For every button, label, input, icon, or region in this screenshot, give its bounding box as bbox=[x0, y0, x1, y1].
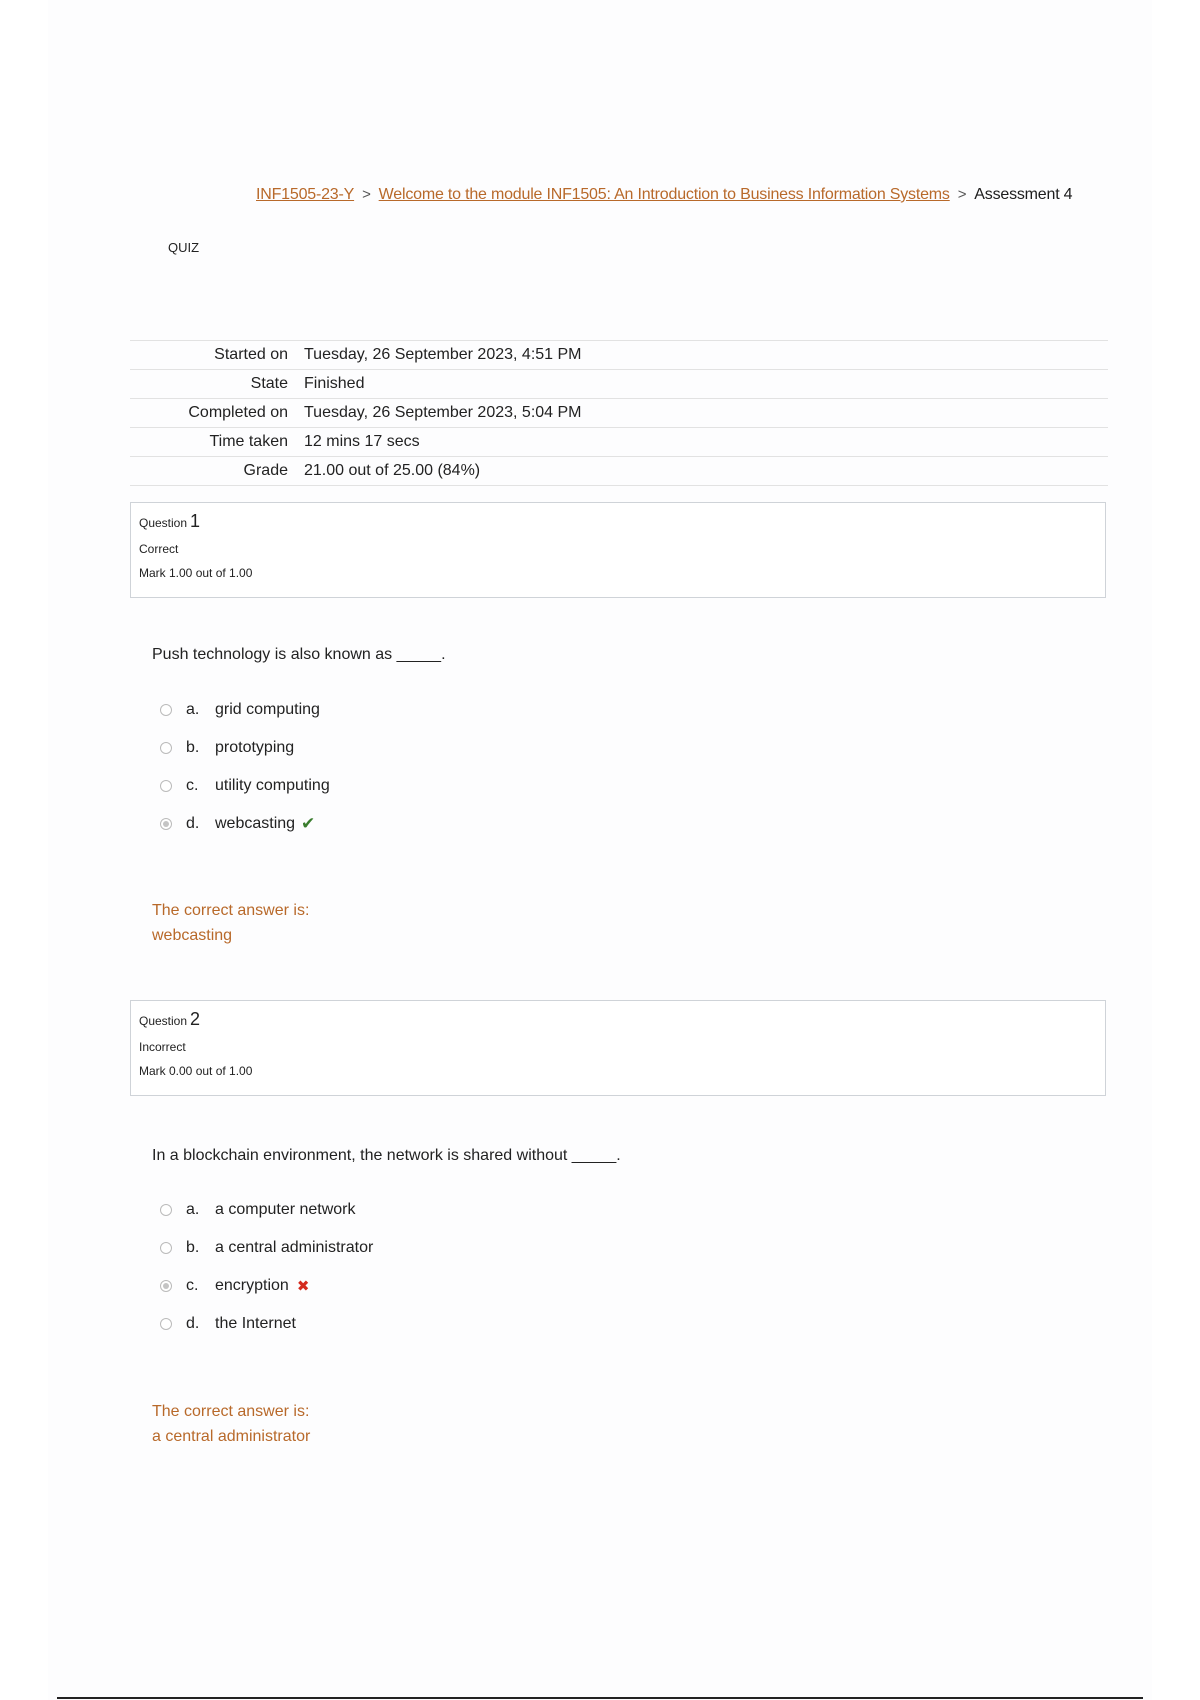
summary-row bbox=[130, 428, 1108, 457]
summary-value: Tuesday, 26 September 2023, 4:51 PM bbox=[304, 341, 1108, 370]
radio-button-selected[interactable] bbox=[160, 1280, 172, 1292]
question-status: Incorrect bbox=[139, 1040, 186, 1054]
option-letter: d. bbox=[186, 815, 200, 832]
answer-option-c[interactable] bbox=[160, 767, 330, 805]
answer-option-a[interactable] bbox=[160, 1191, 373, 1229]
summary-label: Completed on bbox=[130, 399, 304, 428]
option-text: utility computing bbox=[215, 777, 330, 794]
question-label: Question bbox=[139, 1014, 188, 1028]
question-number: 1 bbox=[190, 511, 201, 531]
answer-option-d[interactable] bbox=[160, 805, 330, 843]
summary-row bbox=[130, 457, 1108, 486]
attempt-summary-table bbox=[130, 340, 1108, 486]
question-1-info bbox=[130, 502, 1106, 598]
summary-row bbox=[130, 370, 1108, 399]
correct-icon: ✔ bbox=[301, 814, 316, 833]
question-1-text: Push technology is also known as _____. bbox=[152, 646, 446, 663]
radio-button[interactable] bbox=[160, 742, 172, 754]
question-label: Question bbox=[139, 516, 188, 530]
answer-option-c[interactable] bbox=[160, 1267, 373, 1305]
option-text: encryption bbox=[215, 1277, 289, 1294]
feedback-answer: a central administrator bbox=[152, 1428, 311, 1445]
answer-option-a[interactable] bbox=[160, 691, 330, 729]
radio-button[interactable] bbox=[160, 1318, 172, 1330]
option-text: prototyping bbox=[215, 739, 295, 756]
option-letter: b. bbox=[186, 739, 200, 756]
question-number: 2 bbox=[190, 1009, 201, 1029]
option-letter: a. bbox=[186, 1201, 200, 1218]
option-text: webcasting bbox=[215, 815, 296, 832]
radio-button-selected[interactable] bbox=[160, 818, 172, 830]
option-letter: b. bbox=[186, 1239, 200, 1256]
summary-label: State bbox=[130, 370, 304, 399]
summary-value: Tuesday, 26 September 2023, 5:04 PM bbox=[304, 399, 1108, 428]
question-2-answers bbox=[160, 1191, 373, 1343]
feedback-label: The correct answer is: bbox=[152, 902, 310, 919]
question-2-info bbox=[130, 1000, 1106, 1096]
answer-option-b[interactable] bbox=[160, 1229, 373, 1267]
breadcrumb-current: Assessment 4 bbox=[974, 186, 1073, 203]
summary-label: Time taken bbox=[130, 428, 304, 457]
question-1-feedback bbox=[152, 898, 309, 948]
summary-value: 12 mins 17 secs bbox=[304, 428, 1108, 457]
feedback-label: The correct answer is: bbox=[152, 1403, 310, 1420]
option-letter: d. bbox=[186, 1315, 200, 1332]
option-letter: a. bbox=[186, 701, 200, 718]
breadcrumb-separator-icon: > bbox=[362, 186, 371, 203]
option-letter: c. bbox=[186, 777, 199, 794]
option-text: grid computing bbox=[215, 701, 320, 718]
summary-value: Finished bbox=[304, 370, 1108, 399]
option-text: a computer network bbox=[215, 1201, 356, 1218]
summary-label: Grade bbox=[130, 457, 304, 486]
breadcrumb bbox=[256, 186, 1156, 204]
summary-value: 21.00 out of 25.00 (84%) bbox=[304, 457, 1108, 486]
answer-option-d[interactable] bbox=[160, 1305, 373, 1343]
footer-divider bbox=[57, 1697, 1143, 1699]
question-mark: Mark 1.00 out of 1.00 bbox=[139, 566, 253, 580]
summary-row bbox=[130, 399, 1108, 428]
question-1-answers bbox=[160, 691, 330, 843]
option-text: the Internet bbox=[215, 1315, 296, 1332]
summary-row bbox=[130, 341, 1108, 370]
option-text: a central administrator bbox=[215, 1239, 374, 1256]
question-mark: Mark 0.00 out of 1.00 bbox=[139, 1064, 253, 1078]
radio-button[interactable] bbox=[160, 1204, 172, 1216]
question-2-text: In a blockchain environment, the network is shared without _____. bbox=[152, 1147, 621, 1164]
quiz-label: QUIZ bbox=[168, 240, 200, 255]
incorrect-icon: ✖ bbox=[296, 1278, 310, 1295]
radio-button[interactable] bbox=[160, 780, 172, 792]
feedback-answer: webcasting bbox=[152, 927, 233, 944]
option-letter: c. bbox=[186, 1277, 199, 1294]
question-status: Correct bbox=[139, 542, 179, 556]
question-2-feedback bbox=[152, 1399, 310, 1449]
breadcrumb-course-link[interactable]: INF1505-23-Y bbox=[256, 186, 355, 203]
radio-button[interactable] bbox=[160, 704, 172, 716]
answer-option-b[interactable] bbox=[160, 729, 330, 767]
breadcrumb-separator-icon: > bbox=[957, 186, 967, 203]
summary-label: Started on bbox=[130, 341, 304, 370]
breadcrumb-module-link[interactable]: Welcome to the module INF1505: An Introduction to Business Information Systems bbox=[378, 186, 950, 203]
radio-button[interactable] bbox=[160, 1242, 172, 1254]
